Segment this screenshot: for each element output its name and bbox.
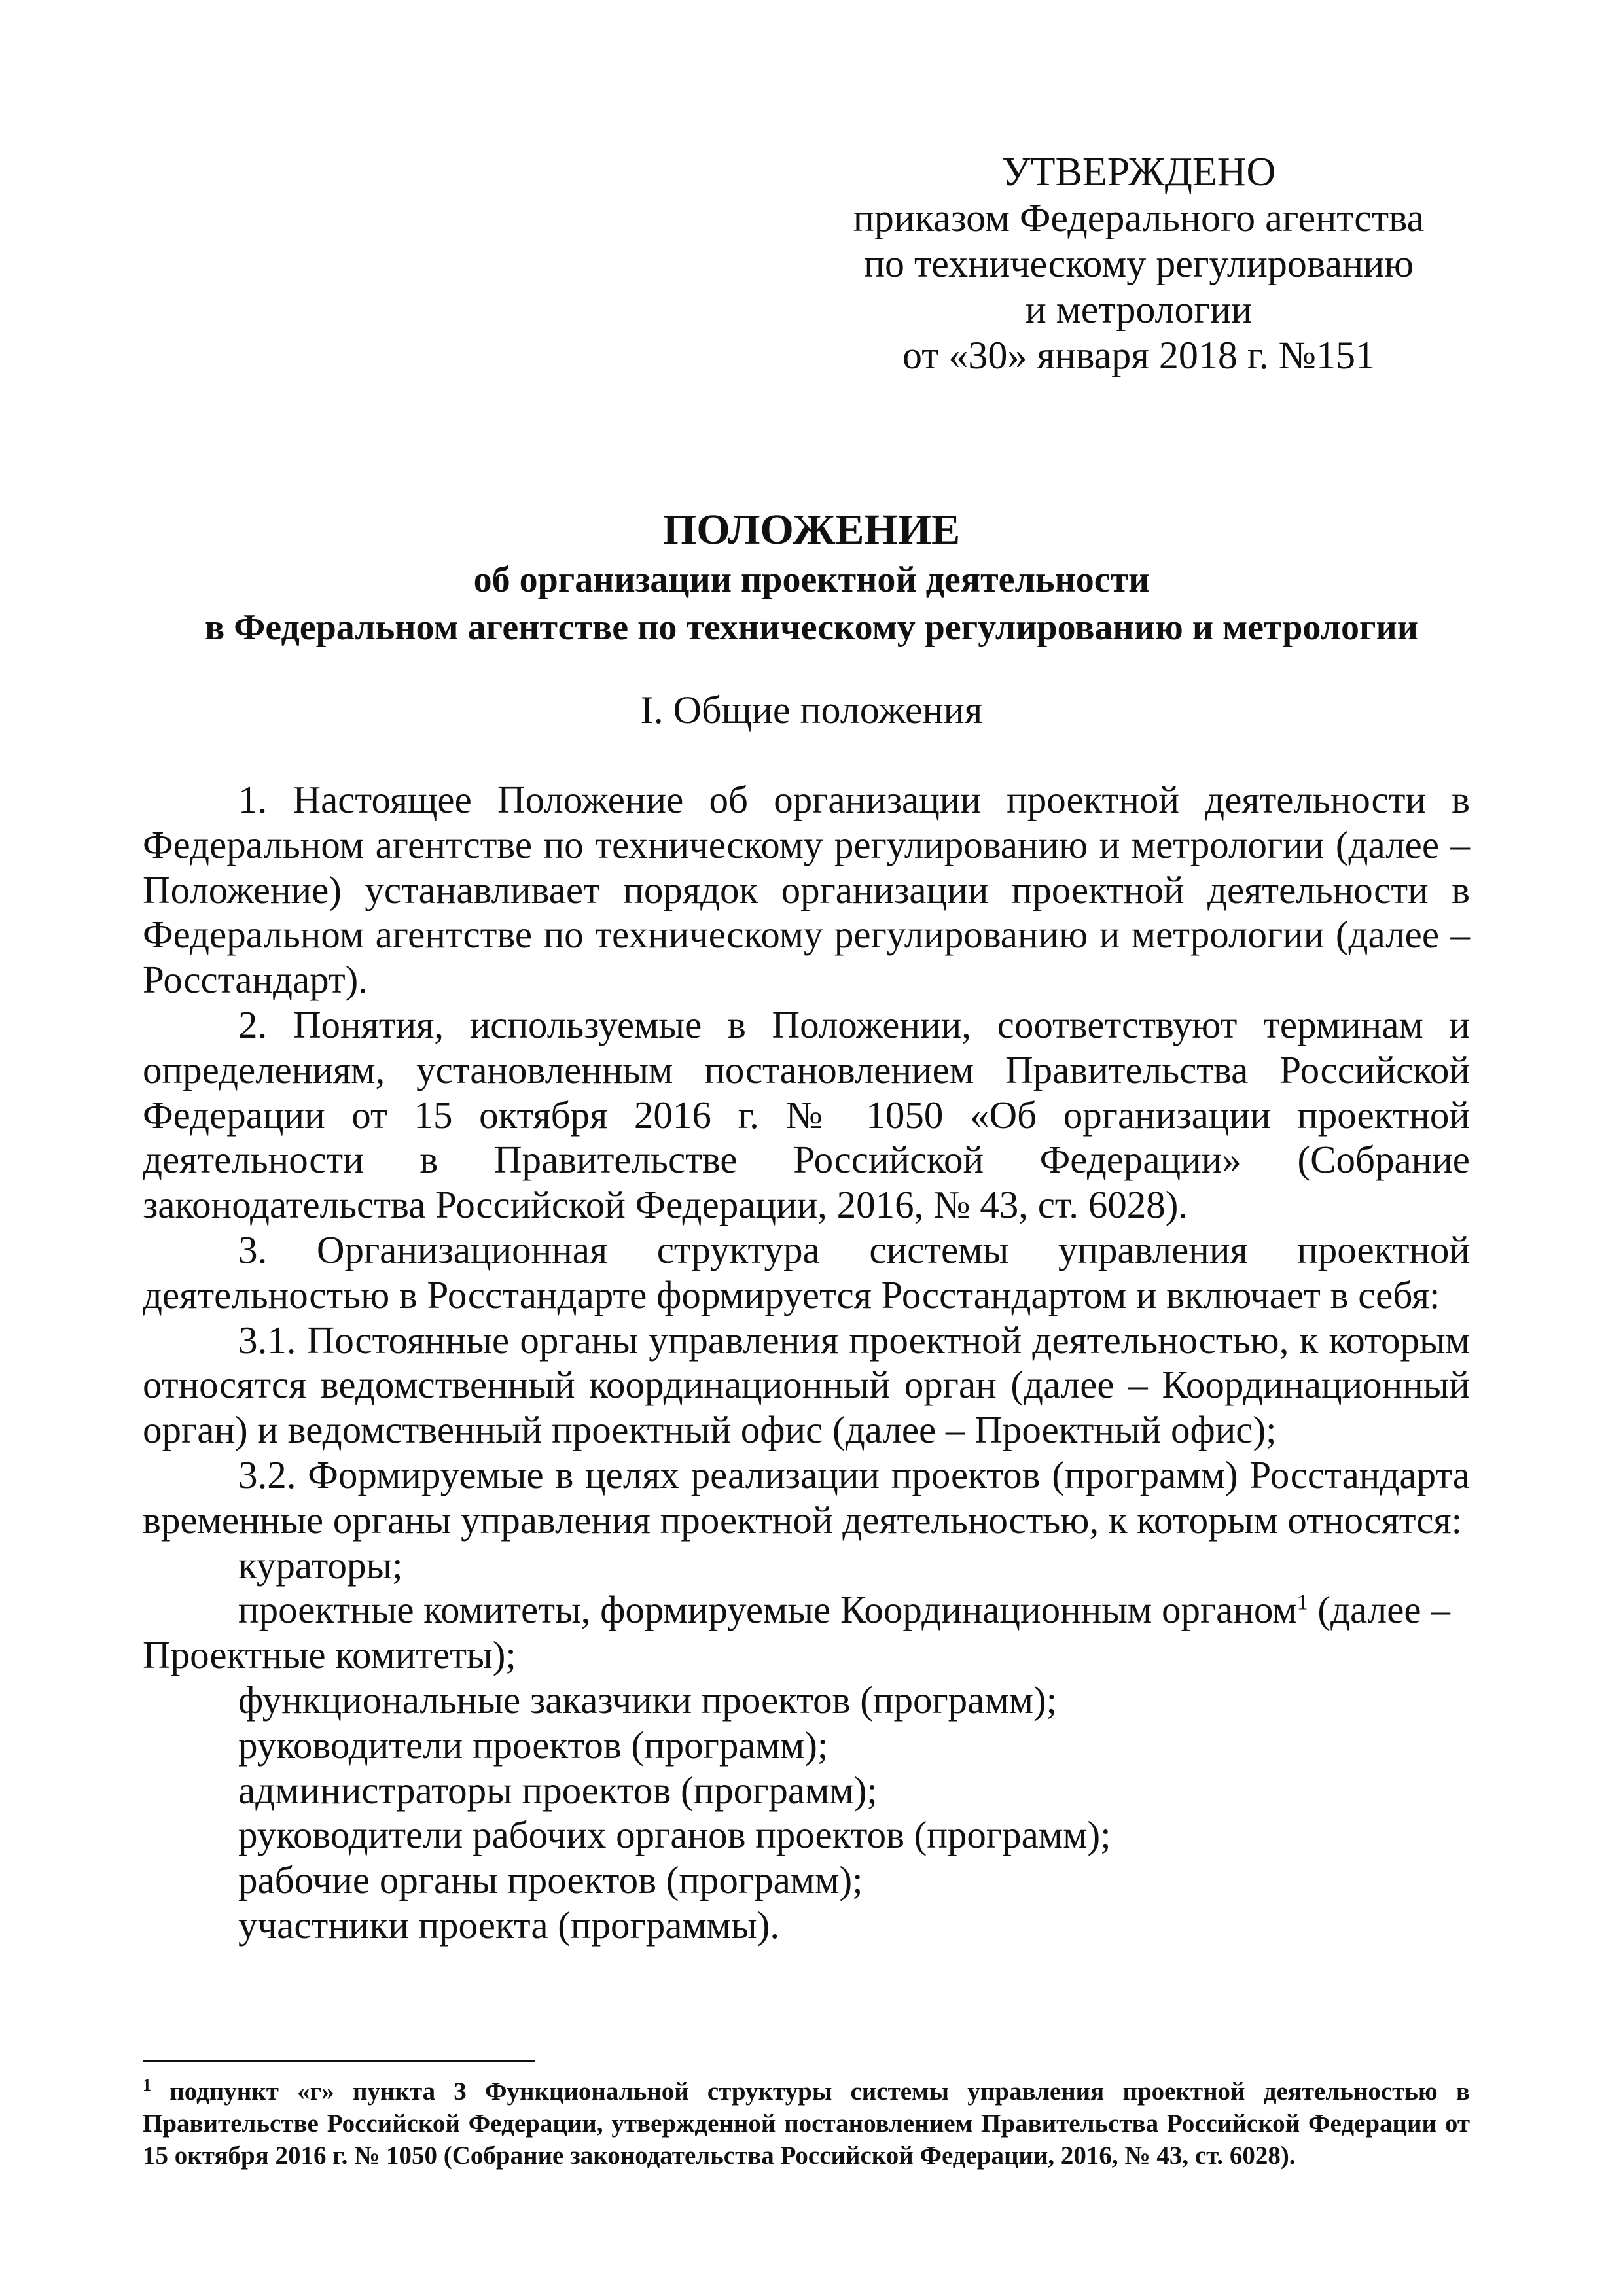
list-item-text: (далее – Проектные комитеты); — [143, 1588, 1450, 1677]
document-title — [131, 504, 1492, 652]
paragraph-1: 1. Настоящее Положение об организации проектной деятельности в Федеральном агентстве по техническому регулированию и метрологии (далее – Положение) устанавливает порядок организации проектной деятельности в Федеральном агентстве по техническому регулированию и метрологии (далее – Росстандарт). — [143, 778, 1470, 1002]
title-subtitle-agency: в Федеральном агентстве по техническому регулированию и метрологии — [204, 607, 1418, 648]
list-item: рабочие органы проектов (программ); — [238, 1858, 863, 1902]
title-main: ПОЛОЖЕНИЕ — [662, 506, 961, 554]
approval-stamp — [812, 149, 1466, 378]
paragraph-2: 2. Понятия, используемые в Положении, соответствуют терминам и определениям, установленным постановлением Правительства Российской Федерации от 15 октября 2016 г. № 1050 «Об организации проектной деятельности в Правительстве Российской Федерации» (Собрание законодательства Российской Федерации, 2016, № 43, ст. 6028). — [143, 1002, 1470, 1227]
list-item: администраторы проектов (программ); — [238, 1768, 878, 1812]
footnote-text: подпункт «г» пункта 3 Функциональной структуры системы управления проектной деятельностью в Правительстве Российской Федерации, утвержденной постановлением Правительства Российской Федерации от 15 октября 2016 г. № 1050 (Собрание законодательства Российской Федерации, 2016, № 43, ст. 6028). — [143, 2077, 1470, 2170]
section-heading: I. Общие положения — [640, 688, 983, 732]
list-item: руководители проектов (программ); — [238, 1723, 829, 1767]
list-item: кураторы; — [238, 1543, 403, 1587]
footnote-marker: 1 — [143, 2075, 151, 2094]
footnote — [143, 2075, 1470, 2172]
footnote-divider — [143, 2060, 535, 2062]
paragraph-3-2: 3.2. Формируемые в целях реализации проектов (программ) Росстандарта временные органы управления проектной деятельностью, к которым относятся: — [143, 1453, 1470, 1542]
approval-line-order: приказом Федерального агентства — [853, 196, 1425, 239]
list-item: функциональные заказчики проектов (программ); — [238, 1678, 1058, 1722]
paragraph-3: 3. Организационная структура системы управления проектной деятельностью в Росстандарте формируется Росстандартом и включает в себя: — [143, 1227, 1470, 1316]
paragraph-3-1: 3.1. Постоянные органы управления проектной деятельностью, к которым относятся ведомственный координационный орган (далее – Координационный орган) и ведомственный проектный офис (далее – Проектный офис); — [143, 1318, 1470, 1452]
list-item: руководители рабочих органов проектов (программ); — [238, 1813, 1111, 1857]
list-item: участники проекта (программы). — [238, 1903, 780, 1947]
list-item-project-committees — [143, 1587, 1470, 1678]
list-item-text: проектные комитеты, формируемые Координационным органом — [238, 1588, 1297, 1632]
document-body — [143, 777, 1470, 1948]
footnote-reference[interactable]: 1 — [1296, 1590, 1308, 1615]
approval-line-agency: по техническому регулированию — [863, 242, 1414, 285]
approval-line-date: от «30» января 2018 г. №151 — [902, 334, 1375, 377]
approval-title: УТВЕРЖДЕНО — [1001, 150, 1276, 194]
title-subtitle: об организации проектной деятельности — [473, 559, 1150, 600]
approval-line-metrology: и метрологии — [1025, 288, 1253, 331]
